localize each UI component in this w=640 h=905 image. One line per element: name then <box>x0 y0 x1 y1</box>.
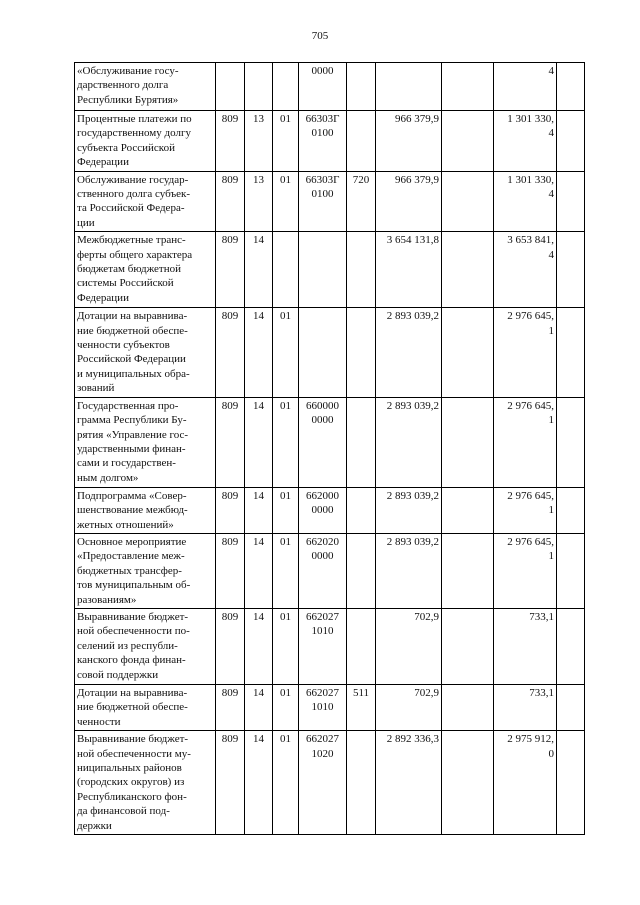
row-empty-cell <box>442 608 494 684</box>
budget-table-body <box>75 63 585 835</box>
table-row <box>75 608 585 684</box>
row-grbs-code <box>216 63 245 111</box>
row-amount-year1: 2 893 039,2 <box>376 533 442 608</box>
row-subsection-code: 01 <box>273 397 299 487</box>
row-target-article: 66303Г 0100 <box>299 111 347 172</box>
row-amount-year1: 966 379,9 <box>376 171 442 232</box>
row-grbs-code: 809 <box>216 533 245 608</box>
row-empty-cell <box>557 608 585 684</box>
row-amount-year2: 733,1 <box>494 684 557 730</box>
row-amount-year2: 733,1 <box>494 608 557 684</box>
row-subsection-code <box>273 63 299 111</box>
row-amount-year1: 3 654 131,8 <box>376 232 442 308</box>
row-empty-cell <box>557 533 585 608</box>
row-section-code: 14 <box>245 533 273 608</box>
row-name: Дотации на выравнива- ние бюджетной обеспе- ченности <box>75 684 216 730</box>
row-expense-type <box>347 533 376 608</box>
row-expense-type <box>347 487 376 533</box>
row-empty-cell <box>557 397 585 487</box>
row-subsection-code: 01 <box>273 684 299 730</box>
row-grbs-code: 809 <box>216 397 245 487</box>
row-expense-type <box>347 308 376 397</box>
row-grbs-code: 809 <box>216 171 245 232</box>
row-empty-cell <box>557 232 585 308</box>
row-target-article: 660000 0000 <box>299 397 347 487</box>
row-section-code: 13 <box>245 171 273 232</box>
row-empty-cell <box>557 171 585 232</box>
table-row <box>75 487 585 533</box>
table-row <box>75 684 585 730</box>
table-row <box>75 232 585 308</box>
row-subsection-code: 01 <box>273 308 299 397</box>
row-target-article: 662027 1010 <box>299 684 347 730</box>
row-subsection-code: 01 <box>273 731 299 835</box>
row-amount-year2: 4 <box>494 63 557 111</box>
row-amount-year2: 2 976 645, 1 <box>494 397 557 487</box>
row-target-article: 0000 <box>299 63 347 111</box>
row-expense-type <box>347 608 376 684</box>
row-amount-year2: 2 976 645, 1 <box>494 533 557 608</box>
row-expense-type: 720 <box>347 171 376 232</box>
row-empty-cell <box>557 684 585 730</box>
row-amount-year2: 1 301 330, 4 <box>494 171 557 232</box>
row-grbs-code: 809 <box>216 111 245 172</box>
row-name: «Обслуживание госу- дарственного долга Республики Бурятия» <box>75 63 216 111</box>
row-empty-cell <box>557 111 585 172</box>
row-section-code: 14 <box>245 232 273 308</box>
row-empty-cell <box>557 487 585 533</box>
row-amount-year1: 966 379,9 <box>376 111 442 172</box>
row-empty-cell <box>557 308 585 397</box>
row-target-article: 662027 1020 <box>299 731 347 835</box>
row-name: Межбюджетные транс- ферты общего характера бюджетам бюджетной системы Российской Федерации <box>75 232 216 308</box>
row-target-article: 662027 1010 <box>299 608 347 684</box>
row-empty-cell <box>557 731 585 835</box>
row-name: Выравнивание бюджет- ной обеспеченности му- ниципальных районов (городских округов) из Республиканского фон- да финансовой под- держки <box>75 731 216 835</box>
row-grbs-code: 809 <box>216 308 245 397</box>
row-name: Государственная про- грамма Республики Бу- рятия «Управление гос- ударственными финан- сами и государствен- ным долгом» <box>75 397 216 487</box>
row-target-article <box>299 308 347 397</box>
row-subsection-code: 01 <box>273 171 299 232</box>
row-amount-year1: 702,9 <box>376 608 442 684</box>
row-target-article <box>299 232 347 308</box>
row-amount-year2: 1 301 330, 4 <box>494 111 557 172</box>
row-amount-year1 <box>376 63 442 111</box>
table-row <box>75 171 585 232</box>
row-name: Дотации на выравнива- ние бюджетной обеспе- ченности субъектов Российской Федерации и муниципальных обра- зований <box>75 308 216 397</box>
row-grbs-code: 809 <box>216 487 245 533</box>
row-subsection-code: 01 <box>273 533 299 608</box>
row-section-code: 14 <box>245 684 273 730</box>
row-section-code: 14 <box>245 487 273 533</box>
table-row <box>75 111 585 172</box>
row-empty-cell <box>442 731 494 835</box>
row-expense-type <box>347 731 376 835</box>
row-amount-year1: 702,9 <box>376 684 442 730</box>
row-amount-year2: 3 653 841, 4 <box>494 232 557 308</box>
row-section-code: 14 <box>245 731 273 835</box>
row-section-code: 14 <box>245 397 273 487</box>
table-row <box>75 63 585 111</box>
row-subsection-code: 01 <box>273 111 299 172</box>
row-amount-year2: 2 975 912, 0 <box>494 731 557 835</box>
row-subsection-code: 01 <box>273 608 299 684</box>
page-number: 705 <box>311 30 329 42</box>
row-expense-type <box>347 111 376 172</box>
row-amount-year2: 2 976 645, 1 <box>494 487 557 533</box>
row-section-code <box>245 63 273 111</box>
row-expense-type <box>347 232 376 308</box>
row-expense-type: 511 <box>347 684 376 730</box>
row-empty-cell <box>442 533 494 608</box>
table-row <box>75 308 585 397</box>
row-empty-cell <box>442 63 494 111</box>
row-section-code: 14 <box>245 608 273 684</box>
row-empty-cell <box>442 487 494 533</box>
row-expense-type <box>347 397 376 487</box>
row-grbs-code: 809 <box>216 608 245 684</box>
table-row <box>75 397 585 487</box>
row-target-article: 662020 0000 <box>299 533 347 608</box>
row-section-code: 14 <box>245 308 273 397</box>
row-amount-year2: 2 976 645, 1 <box>494 308 557 397</box>
row-empty-cell <box>557 63 585 111</box>
row-name: Выравнивание бюджет- ной обеспеченности по- селений из республи- канского фонда финан- совой поддержки <box>75 608 216 684</box>
row-target-article: 662000 0000 <box>299 487 347 533</box>
row-name: Обслуживание государ- ственного долга субъек- та Российской Федера- ции <box>75 171 216 232</box>
budget-table <box>74 62 585 835</box>
row-empty-cell <box>442 397 494 487</box>
row-empty-cell <box>442 171 494 232</box>
row-empty-cell <box>442 232 494 308</box>
row-empty-cell <box>442 111 494 172</box>
row-name: Основное мероприятие «Предоставление меж- бюджетных трансфер- тов муниципальным об- разованиям» <box>75 533 216 608</box>
row-subsection-code <box>273 232 299 308</box>
row-amount-year1: 2 893 039,2 <box>376 308 442 397</box>
row-empty-cell <box>442 308 494 397</box>
table-row <box>75 533 585 608</box>
row-target-article: 66303Г 0100 <box>299 171 347 232</box>
row-grbs-code: 809 <box>216 232 245 308</box>
row-grbs-code: 809 <box>216 731 245 835</box>
row-section-code: 13 <box>245 111 273 172</box>
row-amount-year1: 2 893 039,2 <box>376 487 442 533</box>
row-empty-cell <box>442 684 494 730</box>
row-name: Процентные платежи по государственному долгу субъекта Российской Федерации <box>75 111 216 172</box>
row-name: Подпрограмма «Совер- шенствование межбюд- жетных отношений» <box>75 487 216 533</box>
table-row <box>75 731 585 835</box>
row-amount-year1: 2 892 336,3 <box>376 731 442 835</box>
row-grbs-code: 809 <box>216 684 245 730</box>
row-expense-type <box>347 63 376 111</box>
row-subsection-code: 01 <box>273 487 299 533</box>
row-amount-year1: 2 893 039,2 <box>376 397 442 487</box>
